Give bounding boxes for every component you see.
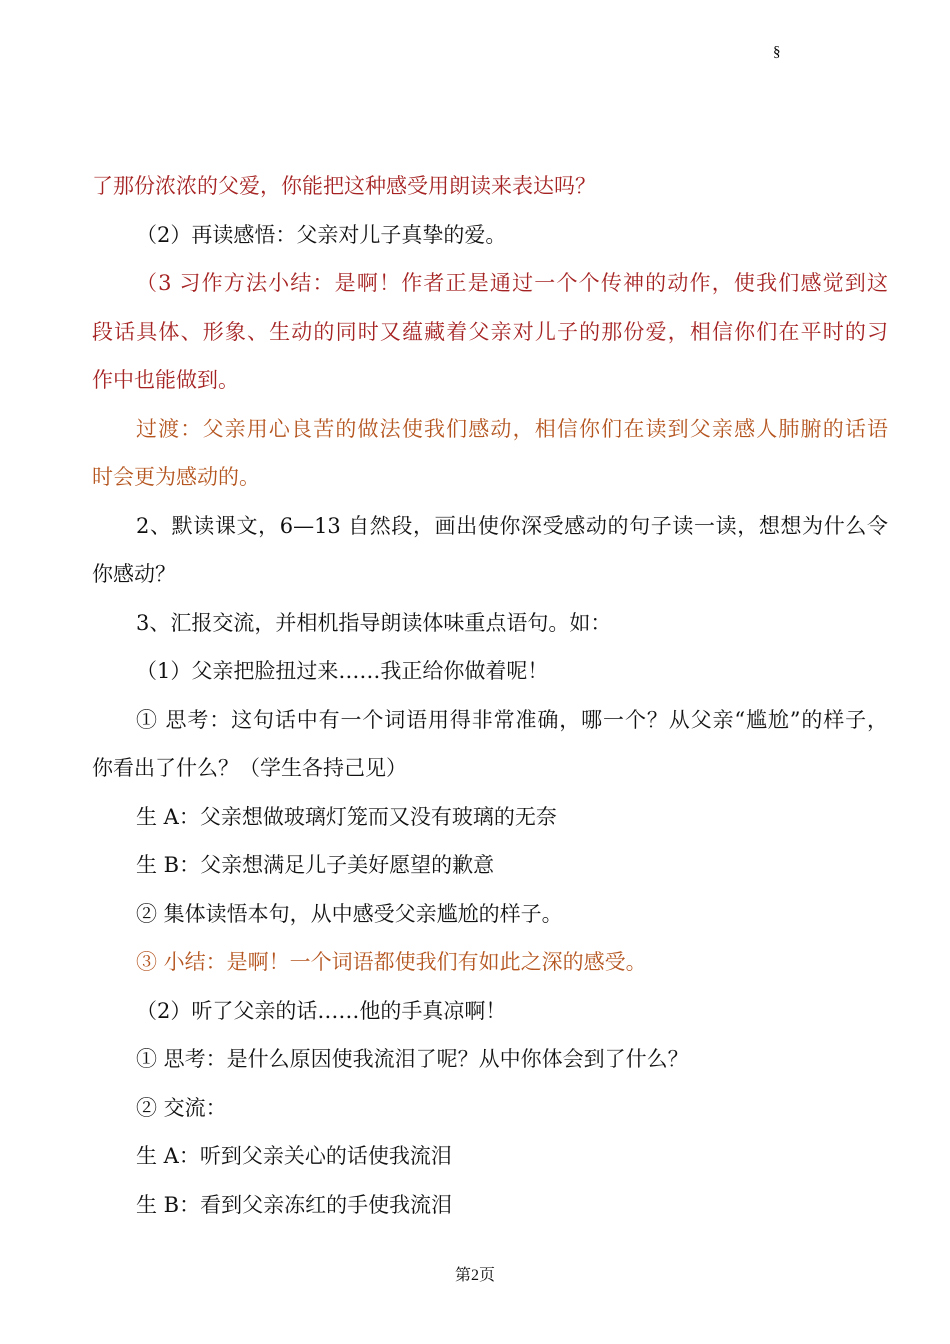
paragraph-line: ② 交流： <box>136 1095 227 1120</box>
paragraph-line: 生 A：听到父亲关心的话使我流泪 <box>136 1144 452 1168</box>
paragraph-line: ① 思考：是什么原因使我流泪了呢？从中你体会到了什么？ <box>136 1047 689 1071</box>
page-number: 第2页 <box>454 1267 495 1284</box>
paragraph-line: 生 A：父亲想做玻璃灯笼而又没有玻璃的无奈 <box>136 804 557 829</box>
paragraph-line: （3 习作方法小结：是啊！作者正是通过一个个传神的动作，使我们感觉到这 <box>136 271 888 295</box>
paragraph-line: ① 思考：这句话中有一个词语用得非常准确，哪一个？从父亲“尴尬”的样子， <box>136 707 888 732</box>
paragraph-line: （1）父亲把脸扭过来……我正给你做着呢！ <box>136 659 549 683</box>
paragraph-line: 2、默读课文，6—13 自然段，画出使你深受感动的句子读一读，想想为什么令 <box>136 513 888 538</box>
paragraph-line: 时会更为感动的。 <box>92 465 260 489</box>
paragraph-line: 你看出了什么？（学生各持己见） <box>92 756 407 780</box>
document-body <box>92 162 888 1229</box>
paragraph-line: 3、汇报交流，并相机指导朗读体味重点语句。如： <box>136 610 612 635</box>
paragraph-line: 生 B：看到父亲冻红的手使我流泪 <box>136 1192 453 1217</box>
header-mark: § <box>773 44 781 60</box>
paragraph-line: ③ 小结：是啊！一个词语都使我们有如此之深的感受。 <box>136 950 647 974</box>
paragraph-line: 作中也能做到。 <box>92 368 239 392</box>
paragraph-line: 你感动？ <box>92 562 176 586</box>
paragraph-line: （2）听了父亲的话……他的手真凉啊！ <box>136 998 507 1023</box>
paragraph-line: （2）再读感悟：父亲对儿子真挚的爱。 <box>136 222 507 247</box>
paragraph-line: 了那份浓浓的父爱，你能把这种感受用朗读来表达吗？ <box>92 174 596 198</box>
paragraph-line: 生 B：父亲想满足儿子美好愿望的歉意 <box>136 853 495 877</box>
paragraph-line: 过渡：父亲用心良苦的做法使我们感动，相信你们在读到父亲感人肺腑的话语 <box>136 416 888 441</box>
paragraph-line: 段话具体、形象、生动的同时又蕴藏着父亲对儿子的那份爱，相信你们在平时的习 <box>92 319 888 344</box>
paragraph-line: ② 集体读悟本句，从中感受父亲尴尬的样子。 <box>136 901 563 926</box>
